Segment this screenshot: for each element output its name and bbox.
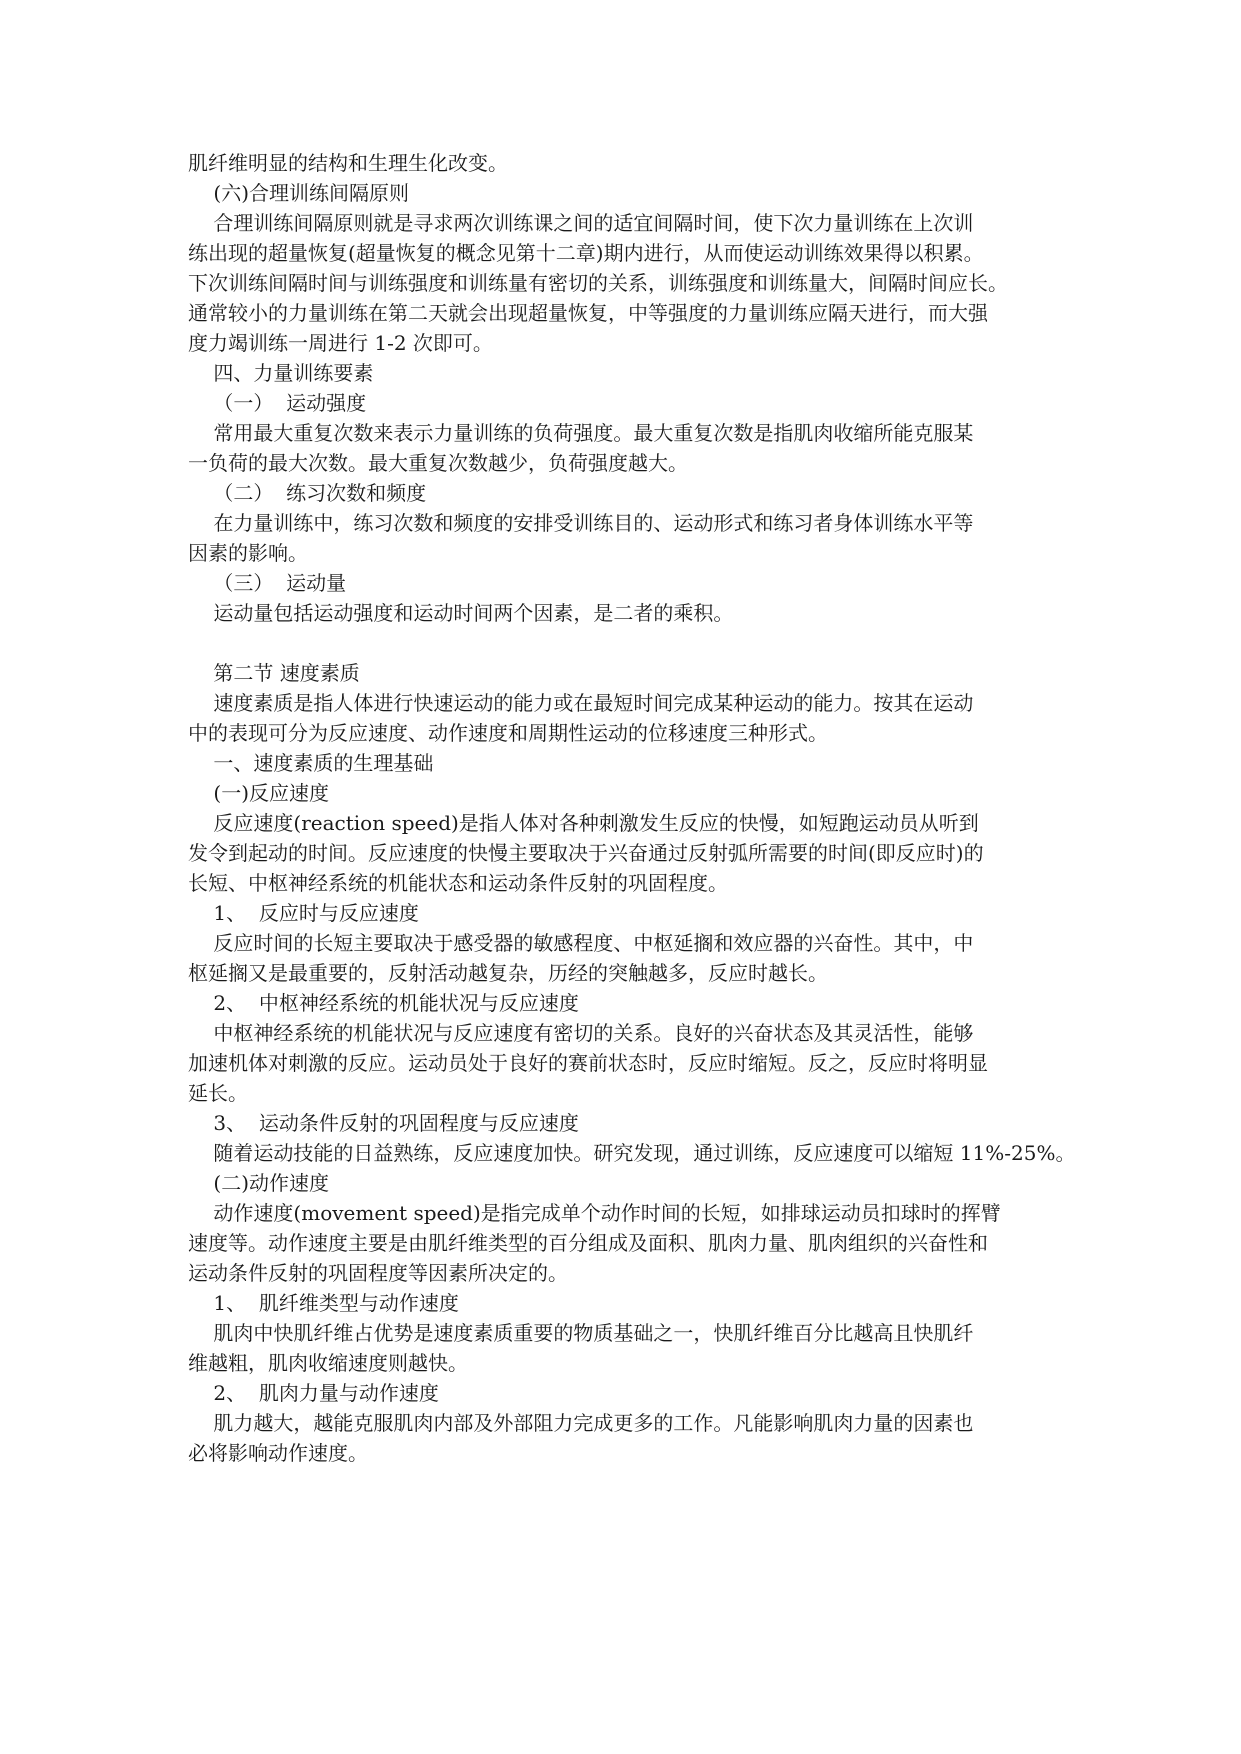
text-line: （三） 运动量 bbox=[188, 571, 347, 595]
text-line: 2、 肌肉力量与动作速度 bbox=[188, 1381, 439, 1405]
text-line: 因素的影响。 bbox=[188, 541, 308, 565]
text-line: 中枢神经系统的机能状况与反应速度有密切的关系。良好的兴奋状态及其灵活性，能够 bbox=[188, 1021, 974, 1045]
text-line: (二)动作速度 bbox=[188, 1171, 330, 1195]
text-line: 必将影响动作速度。 bbox=[188, 1441, 368, 1465]
text-line: （二） 练习次数和频度 bbox=[188, 481, 427, 505]
text-line: 反应速度(reaction speed)是指人体对各种刺激发生反应的快慢，如短跑运动员从听到 bbox=[188, 811, 979, 835]
text-line: 合理训练间隔原则就是寻求两次训练课之间的适宜间隔时间，使下次力量训练在上次训 bbox=[188, 211, 974, 235]
text-line: 1、 反应时与反应速度 bbox=[188, 901, 419, 925]
text-line: 常用最大重复次数来表示力量训练的负荷强度。最大重复次数是指肌肉收缩所能克服某 bbox=[188, 421, 974, 445]
text-line: 下次训练间隔时间与训练强度和训练量有密切的关系，训练强度和训练量大，间隔时间应长。 bbox=[188, 271, 1008, 295]
text-line: （一） 运动强度 bbox=[188, 391, 367, 415]
text-line: 中的表现可分为反应速度、动作速度和周期性运动的位移速度三种形式。 bbox=[188, 721, 828, 745]
text-line: 枢延搁又是最重要的，反射活动越复杂，历经的突触越多，反应时越长。 bbox=[188, 961, 828, 985]
text-line: 发令到起动的时间。反应速度的快慢主要取决于兴奋通过反射弧所需要的时间(即反应时)的 bbox=[188, 841, 984, 865]
text-line: 维越粗，肌肉收缩速度则越快。 bbox=[188, 1351, 468, 1375]
text-line: 2、 中枢神经系统的机能状况与反应速度 bbox=[188, 991, 579, 1015]
text-line: 肌纤维明显的结构和生理生化改变。 bbox=[188, 151, 508, 175]
text-line: 肌肉中快肌纤维占优势是速度素质重要的物质基础之一，快肌纤维百分比越高且快肌纤 bbox=[188, 1321, 974, 1345]
text-line: 第二节 速度素质 bbox=[188, 661, 360, 685]
text-line: 速度素质是指人体进行快速运动的能力或在最短时间完成某种运动的能力。按其在运动 bbox=[188, 691, 974, 715]
text-line: (六)合理训练间隔原则 bbox=[188, 181, 410, 205]
text-line: 练出现的超量恢复(超量恢复的概念见第十二章)期内进行，从而使运动训练效果得以积累。 bbox=[188, 241, 984, 265]
text-line: 运动量包括运动强度和运动时间两个因素，是二者的乘积。 bbox=[188, 601, 734, 625]
text-line: 运动条件反射的巩固程度等因素所决定的。 bbox=[188, 1261, 568, 1285]
text-line: 动作速度(movement speed)是指完成单个动作时间的长短，如排球运动员扣球时的挥臂 bbox=[188, 1201, 1001, 1225]
document-body bbox=[188, 148, 1076, 1468]
text-line: 延长。 bbox=[188, 1081, 248, 1105]
text-line: 反应时间的长短主要取决于感受器的敏感程度、中枢延搁和效应器的兴奋性。其中，中 bbox=[188, 931, 974, 955]
text-line: 四、力量训练要素 bbox=[188, 361, 374, 385]
text-line: 随着运动技能的日益熟练，反应速度加快。研究发现，通过训练，反应速度可以缩短 11%-25%。 bbox=[188, 1141, 1076, 1165]
text-line: 加速机体对刺激的反应。运动员处于良好的赛前状态时，反应时缩短。反之，反应时将明显 bbox=[188, 1051, 988, 1075]
blank-line bbox=[188, 628, 1068, 658]
text-line: 长短、中枢神经系统的机能状态和运动条件反射的巩固程度。 bbox=[188, 871, 728, 895]
text-line: 一、速度素质的生理基础 bbox=[188, 751, 434, 775]
text-line: 速度等。动作速度主要是由肌纤维类型的百分组成及面积、肌肉力量、肌肉组织的兴奋性和 bbox=[188, 1231, 988, 1255]
text-line: 肌力越大，越能克服肌肉内部及外部阻力完成更多的工作。凡能影响肌肉力量的因素也 bbox=[188, 1411, 974, 1435]
text-line: 通常较小的力量训练在第二天就会出现超量恢复，中等强度的力量训练应隔天进行，而大强 bbox=[188, 301, 988, 325]
text-line: 一负荷的最大次数。最大重复次数越少，负荷强度越大。 bbox=[188, 451, 688, 475]
text-line: (一)反应速度 bbox=[188, 781, 330, 805]
text-line: 1、 肌纤维类型与动作速度 bbox=[188, 1291, 459, 1315]
text-line: 在力量训练中，练习次数和频度的安排受训练目的、运动形式和练习者身体训练水平等 bbox=[188, 511, 974, 535]
text-line: 度力竭训练一周进行 1-2 次即可。 bbox=[188, 331, 493, 355]
text-line: 3、 运动条件反射的巩固程度与反应速度 bbox=[188, 1111, 579, 1135]
